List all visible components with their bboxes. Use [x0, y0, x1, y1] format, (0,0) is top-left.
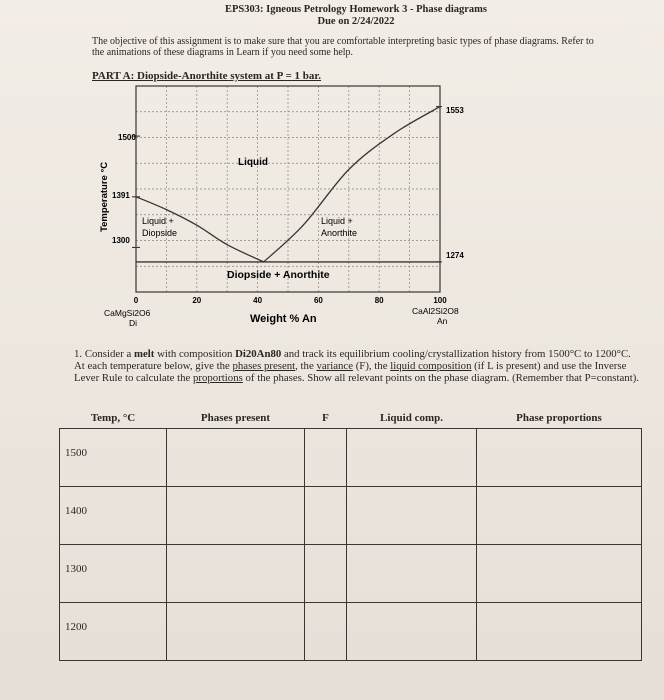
- liquid-anorthite-label-1: Liquid +: [321, 216, 353, 226]
- x-axis-ticks: [134, 296, 447, 305]
- phases-cell[interactable]: [167, 486, 305, 544]
- phase-diagram: [0, 0, 664, 345]
- an-formula: CaAl2Si2O8: [412, 306, 459, 316]
- q-liquid-comp: liquid composition: [390, 360, 472, 372]
- temp-cell: 1400: [60, 486, 167, 544]
- proportions-cell[interactable]: [477, 428, 642, 486]
- temp-cell: 1200: [60, 602, 167, 660]
- answer-table: [59, 412, 642, 661]
- x-tick-label: 0: [133, 296, 139, 305]
- liquid-comp-cell[interactable]: [347, 544, 477, 602]
- y-axis-ticks: [132, 107, 442, 262]
- liquid-diopside-label-1: Liquid +: [142, 216, 174, 226]
- header-proportions: Phase proportions: [477, 412, 642, 428]
- header-liquid-comp: Liquid comp.: [347, 412, 477, 428]
- q-text-mid2: and track its equilibrium cooling/crystallization history from 1500°C to 1200°C. At each temperature below, give the: [74, 348, 631, 372]
- x-tick-label: 60: [313, 296, 323, 305]
- liquid-anorthite-label-2: Anorthite: [321, 228, 358, 238]
- temp-cell: 1300: [60, 544, 167, 602]
- y-tick-label-1391: 1391: [112, 191, 130, 200]
- chart-grid: [136, 86, 440, 292]
- an-abbr: An: [437, 316, 448, 326]
- variance-cell[interactable]: [305, 486, 347, 544]
- q-text-lead: Consider a: [84, 348, 134, 360]
- q-composition: Di20An80: [235, 348, 282, 360]
- liquid-diopside-label-2: Diopside: [142, 228, 178, 238]
- phases-cell[interactable]: [167, 544, 305, 602]
- variance-cell[interactable]: [305, 602, 347, 660]
- y-tick-label-1500: 1500: [118, 133, 136, 142]
- x-tick-label: 100: [433, 296, 447, 305]
- eutectic-temp-label: 1274: [446, 251, 464, 260]
- liquid-comp-cell[interactable]: [347, 602, 477, 660]
- x-axis-label: Weight % An: [250, 313, 317, 325]
- proportions-cell[interactable]: [477, 602, 642, 660]
- header-variance: F: [305, 412, 347, 428]
- question-1: [74, 348, 640, 384]
- header-phases: Phases present: [167, 412, 305, 428]
- q-text-mid3: , the: [295, 360, 317, 372]
- intro-paragraph: The objective of this assignment is to make sure that you are comfortable interpreting basic types of phase diagrams. Refer to the animations of these diagrams in Learn if you need some help.: [92, 36, 594, 58]
- q-phases-present: phases present: [232, 360, 296, 372]
- liquid-comp-cell[interactable]: [347, 428, 477, 486]
- q-melt: melt: [134, 348, 155, 360]
- q-text-mid6: of the phases. Show all relevant points on the phase diagram. (Remember that P=constant).: [242, 372, 639, 384]
- y-axis-label: Temperature °C: [99, 161, 110, 232]
- table-header-row: [60, 412, 642, 428]
- x-tick-label: 80: [374, 296, 384, 305]
- y-tick-label-1300: 1300: [112, 236, 130, 245]
- document-title: EPS303: Igneous Petrology Homework 3 - Phase diagrams: [224, 4, 487, 15]
- table-row: [60, 428, 642, 486]
- q-text-mid1: with composition: [154, 348, 236, 360]
- solid-field-label: Diopside + Anorthite: [227, 269, 330, 281]
- due-date: Due on 2/24/2022: [317, 16, 395, 27]
- q-text-mid5: (if L is present) and use the Inverse Lever Rule to calculate the: [74, 360, 627, 384]
- q-text-mid4: (F), the: [353, 360, 391, 372]
- q-proportions: proportions: [193, 372, 243, 384]
- phases-cell[interactable]: [167, 428, 305, 486]
- di-formula: CaMgSi2O6: [104, 308, 151, 318]
- phases-cell[interactable]: [167, 602, 305, 660]
- part-a-heading: PART A: Diopside-Anorthite system at P = 1 bar.: [92, 70, 322, 82]
- table-row: [60, 486, 642, 544]
- temp-cell: 1500: [60, 428, 167, 486]
- di-abbr: Di: [129, 318, 138, 328]
- proportions-cell[interactable]: [477, 544, 642, 602]
- an-melting-point-label: 1553: [446, 106, 464, 115]
- proportions-cell[interactable]: [477, 486, 642, 544]
- liquid-comp-cell[interactable]: [347, 486, 477, 544]
- q-variance: variance: [316, 360, 354, 372]
- table-row: [60, 602, 642, 660]
- question-number: 1.: [74, 348, 83, 360]
- x-tick-label: 20: [192, 296, 202, 305]
- x-tick-label: 40: [253, 296, 263, 305]
- table-row: [60, 544, 642, 602]
- liquid-field-label: Liquid: [238, 157, 268, 168]
- header-temp: Temp, °C: [60, 412, 167, 428]
- variance-cell[interactable]: [305, 544, 347, 602]
- variance-cell[interactable]: [305, 428, 347, 486]
